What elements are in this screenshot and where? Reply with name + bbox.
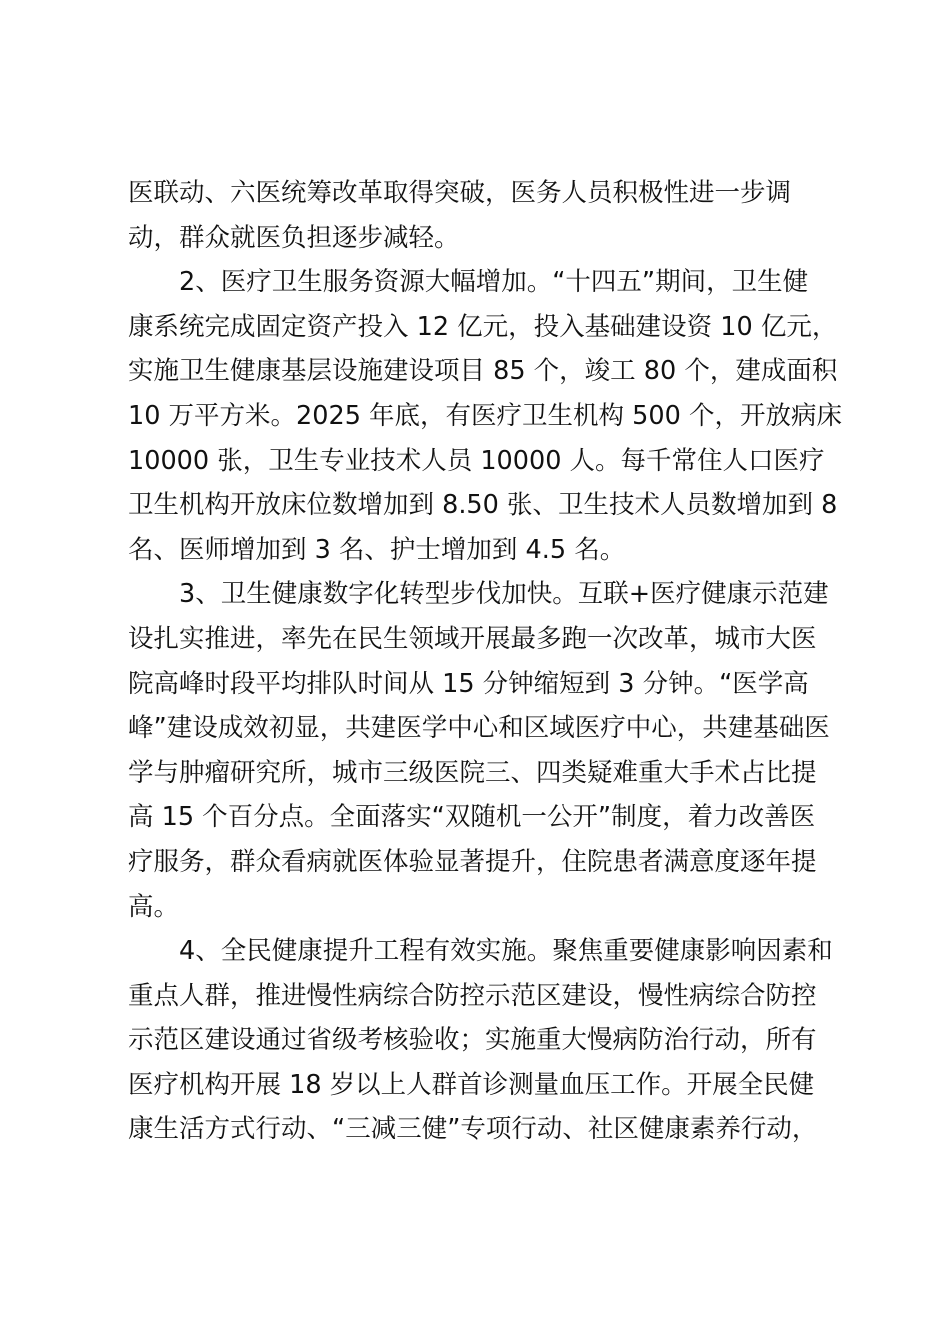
text-line: 峰”建设成效初显，共建医学中心和区域医疗中心，共建基础医 [128, 713, 830, 744]
text-line: 示范区建设通过省级考核验收；实施重大慢病防治行动，所有 [128, 1025, 817, 1056]
text-line: 疗服务，群众看病就医体验显著提升，住院患者满意度逐年提 [128, 846, 817, 877]
text-line: 院高峰时段平均排队时间从 15 分钟缩短到 3 分钟。“医学高 [128, 668, 809, 699]
text-line: 医疗机构开展 18 岁以上人群首诊测量血压工作。开展全民健 [128, 1069, 815, 1100]
text-line: 卫生机构开放床位数增加到 8.50 张、卫生技术人员数增加到 8 [128, 490, 838, 521]
text-line: 医联动、六医统筹改革取得突破，医务人员积极性进一步调 [128, 178, 792, 208]
section-4-heading-line: 4、全民健康提升工程有效实施。聚焦重要健康影响因素和 [179, 936, 833, 967]
text-line: 重点人群，推进慢性病综合防控示范区建设，慢性病综合防控 [128, 980, 817, 1011]
text-line: 康系统完成固定资产投入 12 亿元，投入基础建设资 10 亿元， [128, 311, 838, 342]
text-line: 设扎实推进，率先在民生领域开展最多跑一次改革，城市大医 [128, 623, 817, 654]
text-line: 学与肿瘤研究所，城市三级医院三、四类疑难重大手术占比提 [128, 757, 817, 788]
section-2-heading-line: 2、医疗卫生服务资源大幅增加。“十四五”期间，卫生健 [179, 267, 809, 298]
text-line: 高。 [128, 891, 180, 922]
text-line: 动，群众就医负担逐步减轻。 [128, 222, 460, 253]
text-line: 康生活方式行动、“三减三健”专项行动、社区健康素养行动， [128, 1114, 818, 1145]
text-line: 10000 张，卫生专业技术人员 10000 人。每千常住人口医疗 [128, 445, 825, 476]
document-body [128, 171, 842, 1152]
text-line: 10 万平方米。2025 年底，有医疗卫生机构 500 个，开放病床 [128, 400, 842, 431]
section-3-heading-line: 3、卫生健康数字化转型步伐加快。互联+医疗健康示范建 [179, 579, 829, 610]
text-line: 高 15 个百分点。全面落实“双随机一公开”制度，着力改善医 [128, 802, 816, 833]
text-line: 名、医师增加到 3 名、护士增加到 4.5 名。 [128, 534, 626, 565]
text-line: 实施卫生健康基层设施建设项目 85 个，竣工 80 个，建成面积 [128, 356, 838, 387]
